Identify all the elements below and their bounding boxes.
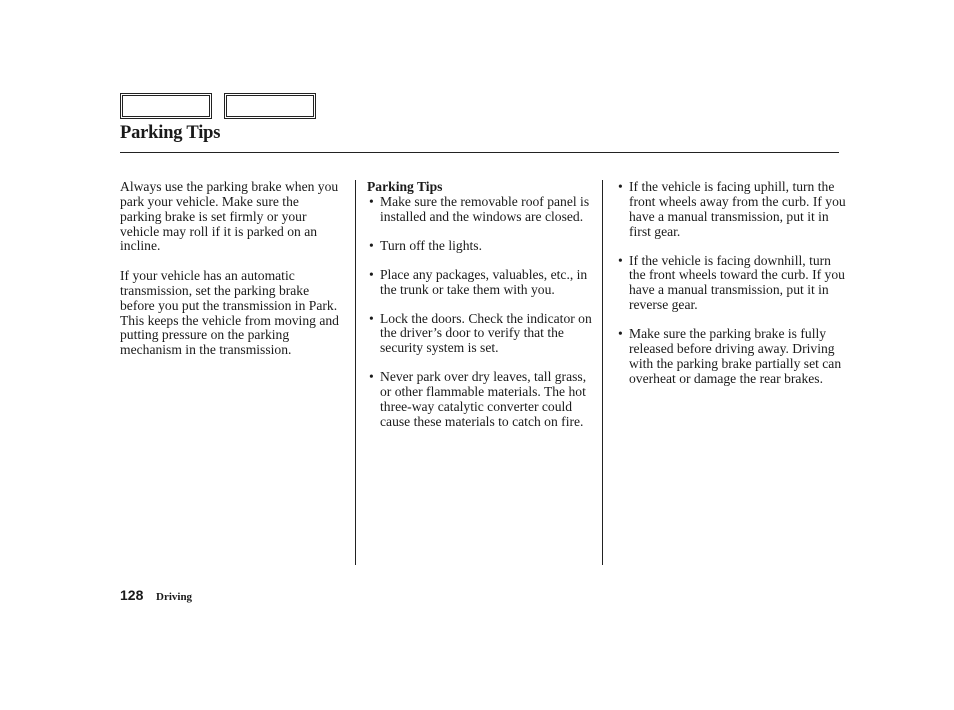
bullet-icon: • bbox=[618, 179, 623, 194]
list-item bbox=[616, 180, 846, 239]
bullet-icon: • bbox=[618, 252, 623, 268]
title-divider bbox=[120, 152, 839, 153]
list-item-text: Place any packages, valuables, etc., in the trunk or take them with you. bbox=[380, 266, 588, 297]
column-3 bbox=[616, 180, 846, 401]
tips-list-continued bbox=[616, 180, 846, 387]
section-name: Driving bbox=[156, 591, 193, 603]
column-divider-2 bbox=[602, 180, 603, 565]
bullet-icon: • bbox=[369, 310, 374, 326]
list-item bbox=[367, 195, 597, 225]
list-item bbox=[367, 268, 597, 298]
list-item-text: Turn off the lights. bbox=[380, 237, 482, 253]
list-item bbox=[616, 327, 846, 386]
column-divider-1 bbox=[355, 180, 356, 565]
bullet-icon: • bbox=[618, 326, 623, 342]
list-item bbox=[367, 239, 597, 254]
list-item bbox=[367, 370, 597, 429]
paragraph-automatic-transmission: If your vehicle has an automatic transmission, set the parking brake before you put the transmission in Park. This keeps the vehicle from moving and putting pressure on the parking mechanism in the transmission. bbox=[120, 268, 339, 358]
page-number: 128 bbox=[120, 587, 144, 603]
column-2 bbox=[367, 180, 597, 444]
list-item-text: If the vehicle is facing uphill, turn the front wheels away from the curb. If you have a manual transmission, put it in first gear. bbox=[629, 179, 846, 239]
nav-box-2[interactable] bbox=[224, 93, 316, 119]
list-item bbox=[616, 254, 846, 313]
nav-box-1[interactable] bbox=[120, 93, 212, 119]
paragraph-parking-brake: Always use the parking brake when you park your vehicle. Make sure the parking brake is set firmly or your vehicle may roll if it is parked on an incline. bbox=[120, 179, 339, 254]
bullet-icon: • bbox=[369, 266, 374, 282]
bullet-icon: • bbox=[369, 237, 374, 253]
list-item-text: Lock the doors. Check the indicator on the driver’s door to verify that the security system is set. bbox=[380, 310, 592, 356]
bullet-icon: • bbox=[369, 369, 374, 385]
list-item-text: Never park over dry leaves, tall grass, or other flammable materials. The hot three-way catalytic converter could cause these materials to catch on fire. bbox=[380, 369, 587, 429]
list-item-text: If the vehicle is facing downhill, turn the front wheels toward the curb. If you have a manual transmission, put it in reverse gear. bbox=[629, 252, 845, 313]
list-item-text: Make sure the parking brake is fully released before driving away. Driving with the parking brake partially set can overheat or damage the rear brakes. bbox=[629, 326, 842, 386]
bullet-icon: • bbox=[369, 193, 374, 209]
column-1 bbox=[120, 180, 342, 373]
tips-list bbox=[367, 195, 597, 430]
list-item bbox=[367, 312, 597, 357]
page-title: Parking Tips bbox=[120, 123, 221, 143]
section-heading: Parking Tips bbox=[367, 179, 443, 194]
list-item-text: Make sure the removable roof panel is installed and the windows are closed. bbox=[380, 193, 590, 224]
